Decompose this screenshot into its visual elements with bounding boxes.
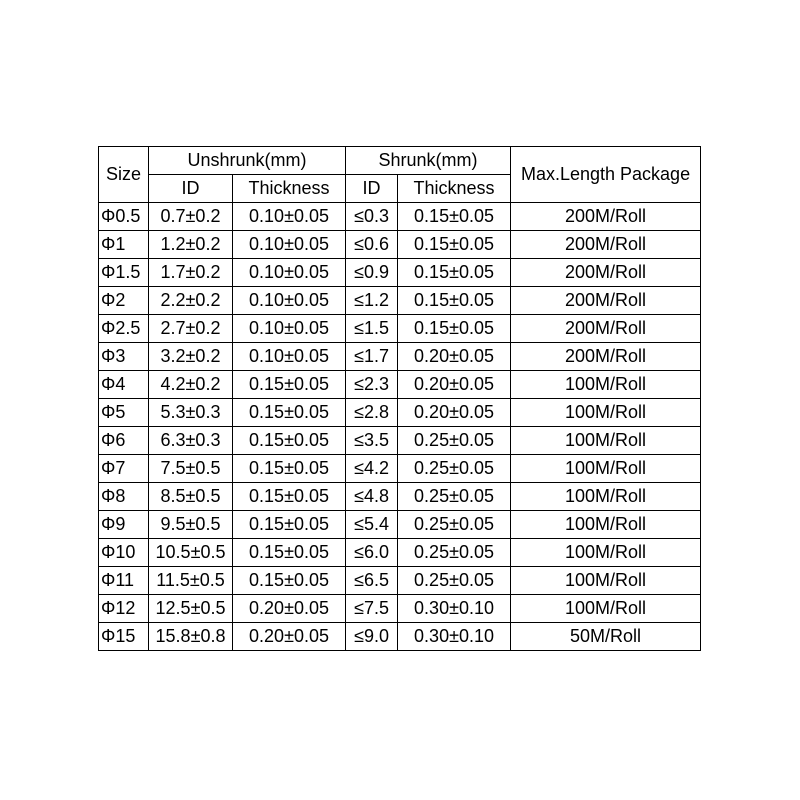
shrunk-thickness-cell: 0.15±0.05 <box>398 315 511 343</box>
shrunk-thickness-cell: 0.20±0.05 <box>398 371 511 399</box>
unshrunk-id-cell: 4.2±0.2 <box>149 371 233 399</box>
unshrunk-id-cell: 1.7±0.2 <box>149 259 233 287</box>
shrunk-id-cell: ≤0.6 <box>346 231 398 259</box>
shrunk-id-cell: ≤9.0 <box>346 623 398 651</box>
unshrunk-id-cell: 5.3±0.3 <box>149 399 233 427</box>
shrunk-id-cell: ≤2.3 <box>346 371 398 399</box>
shrunk-id-cell: ≤0.9 <box>346 259 398 287</box>
shrunk-id-cell: ≤7.5 <box>346 595 398 623</box>
package-cell: 100M/Roll <box>511 427 701 455</box>
package-cell: 100M/Roll <box>511 399 701 427</box>
size-cell: Φ11 <box>99 567 149 595</box>
table-row <box>99 511 701 539</box>
unshrunk-id-cell: 9.5±0.5 <box>149 511 233 539</box>
package-cell: 100M/Roll <box>511 595 701 623</box>
unshrunk-thickness-cell: 0.10±0.05 <box>233 343 346 371</box>
package-cell: 200M/Roll <box>511 315 701 343</box>
header-package: Max.Length Package <box>511 147 701 203</box>
shrunk-id-cell: ≤0.3 <box>346 203 398 231</box>
size-cell: Φ10 <box>99 539 149 567</box>
package-cell: 100M/Roll <box>511 567 701 595</box>
table-row <box>99 567 701 595</box>
size-cell: Φ2.5 <box>99 315 149 343</box>
size-cell: Φ0.5 <box>99 203 149 231</box>
shrunk-thickness-cell: 0.20±0.05 <box>398 399 511 427</box>
unshrunk-thickness-cell: 0.15±0.05 <box>233 399 346 427</box>
shrunk-id-cell: ≤4.2 <box>346 455 398 483</box>
table-row <box>99 343 701 371</box>
table-row <box>99 203 701 231</box>
package-cell: 100M/Roll <box>511 539 701 567</box>
package-cell: 200M/Roll <box>511 231 701 259</box>
unshrunk-thickness-cell: 0.15±0.05 <box>233 567 346 595</box>
unshrunk-id-cell: 15.8±0.8 <box>149 623 233 651</box>
table-row <box>99 427 701 455</box>
package-cell: 200M/Roll <box>511 343 701 371</box>
shrunk-thickness-cell: 0.25±0.05 <box>398 539 511 567</box>
size-cell: Φ8 <box>99 483 149 511</box>
unshrunk-thickness-cell: 0.15±0.05 <box>233 511 346 539</box>
unshrunk-id-cell: 6.3±0.3 <box>149 427 233 455</box>
shrunk-thickness-cell: 0.30±0.10 <box>398 595 511 623</box>
package-cell: 200M/Roll <box>511 287 701 315</box>
shrunk-thickness-cell: 0.25±0.05 <box>398 567 511 595</box>
package-cell: 100M/Roll <box>511 371 701 399</box>
table-row <box>99 259 701 287</box>
header-unshrunk-thickness: Thickness <box>233 175 346 203</box>
shrunk-id-cell: ≤5.4 <box>346 511 398 539</box>
table-row <box>99 315 701 343</box>
shrunk-id-cell: ≤6.0 <box>346 539 398 567</box>
size-cell: Φ5 <box>99 399 149 427</box>
unshrunk-id-cell: 7.5±0.5 <box>149 455 233 483</box>
unshrunk-thickness-cell: 0.20±0.05 <box>233 595 346 623</box>
unshrunk-thickness-cell: 0.20±0.05 <box>233 623 346 651</box>
unshrunk-id-cell: 1.2±0.2 <box>149 231 233 259</box>
unshrunk-id-cell: 2.7±0.2 <box>149 315 233 343</box>
shrunk-thickness-cell: 0.15±0.05 <box>398 231 511 259</box>
package-cell: 200M/Roll <box>511 259 701 287</box>
shrunk-id-cell: ≤3.5 <box>346 427 398 455</box>
unshrunk-id-cell: 10.5±0.5 <box>149 539 233 567</box>
unshrunk-id-cell: 3.2±0.2 <box>149 343 233 371</box>
package-cell: 50M/Roll <box>511 623 701 651</box>
unshrunk-id-cell: 12.5±0.5 <box>149 595 233 623</box>
table-row <box>99 623 701 651</box>
table-body <box>99 203 701 651</box>
unshrunk-id-cell: 8.5±0.5 <box>149 483 233 511</box>
unshrunk-thickness-cell: 0.15±0.05 <box>233 483 346 511</box>
table-row <box>99 455 701 483</box>
header-row-top <box>99 147 701 175</box>
size-cell: Φ7 <box>99 455 149 483</box>
unshrunk-thickness-cell: 0.15±0.05 <box>233 427 346 455</box>
size-cell: Φ15 <box>99 623 149 651</box>
unshrunk-id-cell: 0.7±0.2 <box>149 203 233 231</box>
header-shrunk: Shrunk(mm) <box>346 147 511 175</box>
shrunk-id-cell: ≤1.2 <box>346 287 398 315</box>
size-cell: Φ1.5 <box>99 259 149 287</box>
shrunk-id-cell: ≤6.5 <box>346 567 398 595</box>
unshrunk-thickness-cell: 0.15±0.05 <box>233 455 346 483</box>
package-cell: 200M/Roll <box>511 203 701 231</box>
table-row <box>99 287 701 315</box>
unshrunk-thickness-cell: 0.10±0.05 <box>233 259 346 287</box>
unshrunk-thickness-cell: 0.10±0.05 <box>233 287 346 315</box>
shrunk-id-cell: ≤4.8 <box>346 483 398 511</box>
header-shrunk-thickness: Thickness <box>398 175 511 203</box>
package-cell: 100M/Roll <box>511 483 701 511</box>
table-row <box>99 231 701 259</box>
size-cell: Φ4 <box>99 371 149 399</box>
shrunk-thickness-cell: 0.15±0.05 <box>398 203 511 231</box>
shrunk-thickness-cell: 0.25±0.05 <box>398 455 511 483</box>
shrunk-thickness-cell: 0.15±0.05 <box>398 259 511 287</box>
unshrunk-id-cell: 2.2±0.2 <box>149 287 233 315</box>
shrunk-thickness-cell: 0.25±0.05 <box>398 511 511 539</box>
shrunk-thickness-cell: 0.15±0.05 <box>398 287 511 315</box>
spec-table <box>98 146 701 651</box>
shrunk-id-cell: ≤2.8 <box>346 399 398 427</box>
shrunk-thickness-cell: 0.20±0.05 <box>398 343 511 371</box>
package-cell: 100M/Roll <box>511 511 701 539</box>
shrunk-id-cell: ≤1.7 <box>346 343 398 371</box>
size-cell: Φ6 <box>99 427 149 455</box>
size-cell: Φ12 <box>99 595 149 623</box>
header-unshrunk-id: ID <box>149 175 233 203</box>
package-cell: 100M/Roll <box>511 455 701 483</box>
unshrunk-thickness-cell: 0.10±0.05 <box>233 231 346 259</box>
table-row <box>99 483 701 511</box>
table-row <box>99 595 701 623</box>
size-cell: Φ1 <box>99 231 149 259</box>
size-cell: Φ3 <box>99 343 149 371</box>
unshrunk-thickness-cell: 0.10±0.05 <box>233 203 346 231</box>
table-row <box>99 539 701 567</box>
size-cell: Φ2 <box>99 287 149 315</box>
unshrunk-id-cell: 11.5±0.5 <box>149 567 233 595</box>
unshrunk-thickness-cell: 0.15±0.05 <box>233 539 346 567</box>
shrunk-thickness-cell: 0.30±0.10 <box>398 623 511 651</box>
table-header <box>99 147 701 203</box>
header-size: Size <box>99 147 149 203</box>
unshrunk-thickness-cell: 0.15±0.05 <box>233 371 346 399</box>
shrunk-thickness-cell: 0.25±0.05 <box>398 483 511 511</box>
unshrunk-thickness-cell: 0.10±0.05 <box>233 315 346 343</box>
shrunk-thickness-cell: 0.25±0.05 <box>398 427 511 455</box>
header-unshrunk: Unshrunk(mm) <box>149 147 346 175</box>
table-row <box>99 399 701 427</box>
table-row <box>99 371 701 399</box>
shrunk-id-cell: ≤1.5 <box>346 315 398 343</box>
size-cell: Φ9 <box>99 511 149 539</box>
header-shrunk-id: ID <box>346 175 398 203</box>
